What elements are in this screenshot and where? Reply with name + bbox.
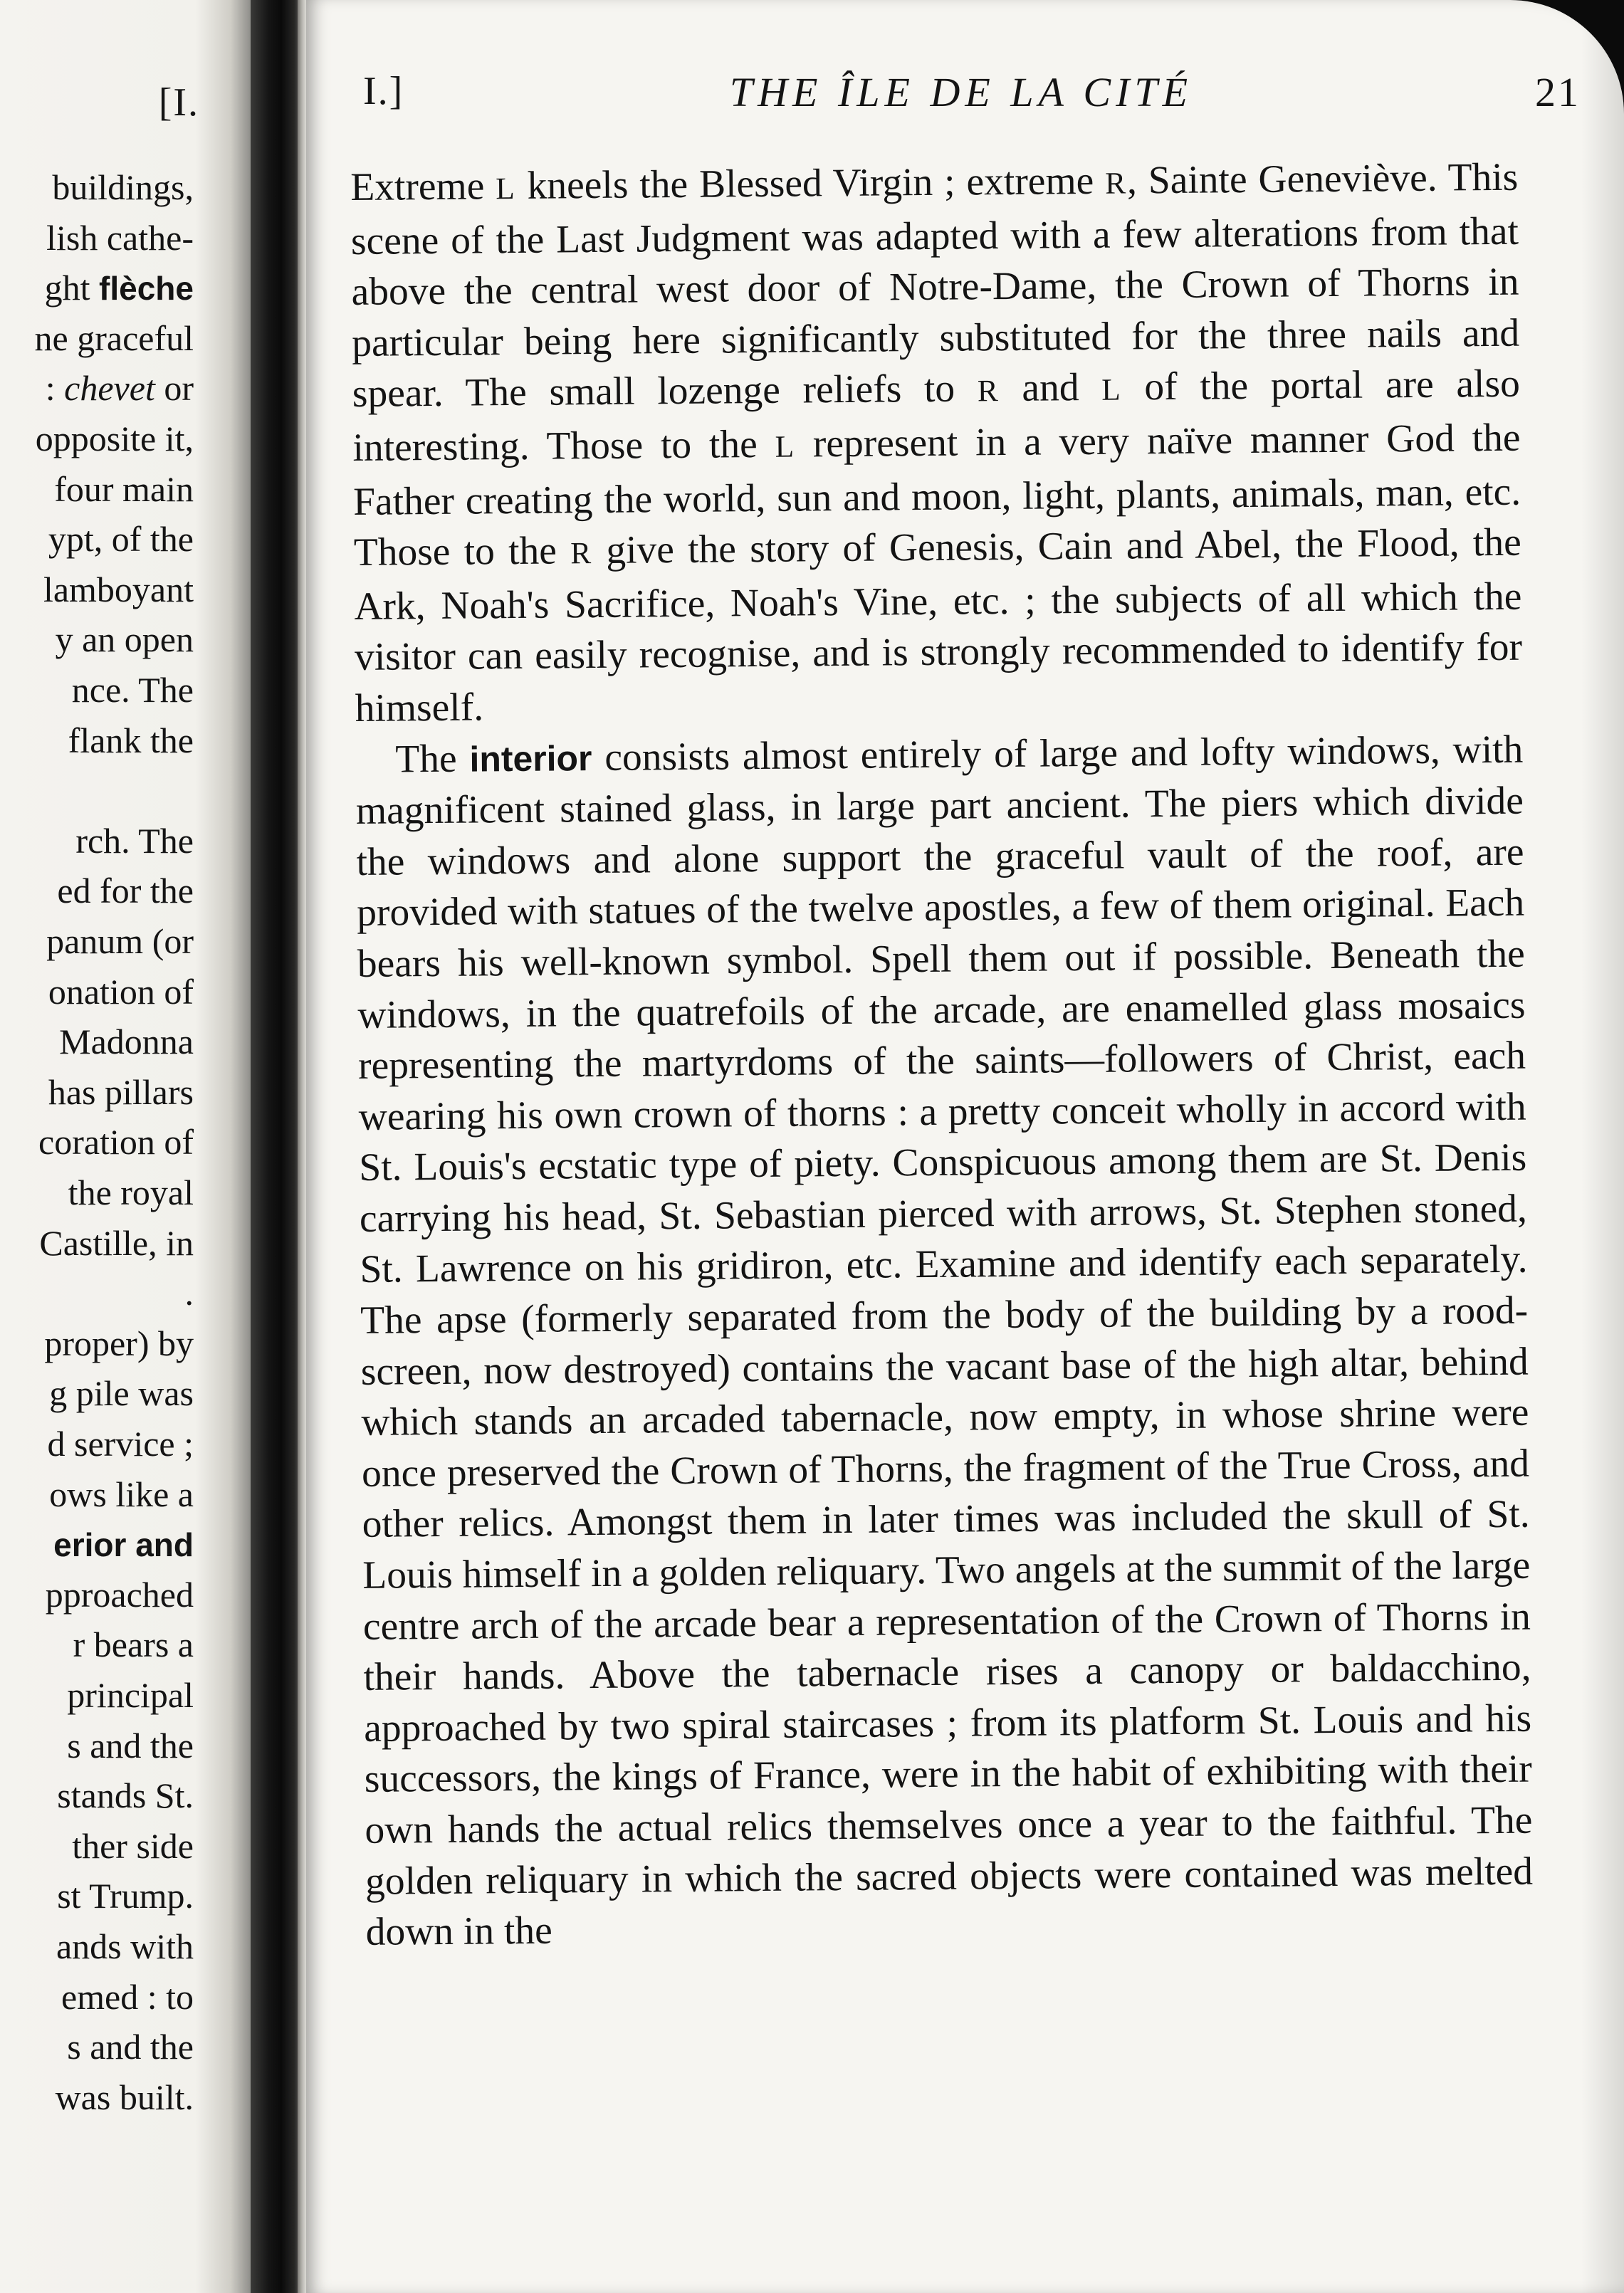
right-abbrev: R [570, 536, 593, 571]
previous-page-line: s and the [67, 2027, 194, 2067]
previous-page-line: has pillars [48, 1071, 194, 1112]
previous-page-line: d service ; [47, 1424, 194, 1464]
previous-page-line: ands with [56, 1926, 194, 1966]
previous-page-line: rch. The [75, 820, 194, 861]
previous-page-line: ows like a [49, 1474, 194, 1514]
right-abbrev: R [977, 374, 1000, 409]
previous-page-line: principal [67, 1675, 194, 1715]
previous-page-line: Castille, in [39, 1222, 194, 1263]
previous-page-line: Madonna [59, 1022, 194, 1062]
book-gutter [251, 0, 302, 2293]
previous-page-line: ed for the [57, 871, 194, 911]
page-number: 21 [1535, 69, 1581, 115]
previous-page-line: nce. The [71, 670, 194, 710]
previous-page-line: opposite it, [35, 419, 194, 458]
paragraph-last-judgment: Extreme L kneels the Blessed Virgin ; extreme R, Sainte Geneviève. This scene of the Last Judgment was adapted with a few alterations from that above the central west door of Notre-Dame, the Crown of Thorns in particular being here significantly substituted for the three nails and spear. The small lozenge reliefs to R and L of the portal are also interesting. Those to the L represent in a very naïve manner God the Father creating the world, sun and moon, light, plants, animals, man, etc. Those to the R give the story of Genesis, Cain and Abel, the Flood, the Ark, Noah's Sacrifice, Noah's Vine, etc. ; the subjects of all which the visitor can easily recognise, and is strongly recommended to identify for himself. [350, 155, 1523, 730]
previous-page-line: the royal [68, 1172, 194, 1212]
previous-page-line: erior and [53, 1526, 194, 1564]
previous-page-chapter-marker: [I. [158, 80, 199, 125]
previous-page-line: flank the [68, 720, 194, 760]
previous-page-line: ther side [72, 1825, 194, 1866]
previous-page-line: coration of [38, 1122, 194, 1163]
previous-page-line: g pile was [49, 1373, 194, 1414]
left-abbrev: L [775, 429, 796, 464]
previous-page-line: four main [54, 468, 194, 509]
previous-page-line: ne graceful [34, 318, 194, 358]
right-abbrev: R [1104, 166, 1128, 201]
previous-page-line: pproached [45, 1574, 194, 1615]
previous-page-line: lish cathe- [46, 217, 194, 258]
previous-page-line: proper) by [44, 1323, 194, 1363]
previous-page-line: . [184, 1273, 194, 1313]
previous-page-line: ght flèche [44, 268, 194, 308]
current-page [306, 0, 1624, 2293]
body-text [350, 152, 1534, 1958]
left-abbrev: L [1101, 372, 1122, 408]
previous-page-fragment [0, 0, 251, 2293]
previous-page-line: : chevet or [45, 368, 194, 409]
chapter-number: I.] [363, 69, 404, 113]
previous-page-line: ypt, of the [48, 519, 194, 560]
running-header [342, 68, 1581, 125]
previous-page-line: y an open [55, 619, 194, 660]
previous-page-line: st Trump. [57, 1876, 194, 1916]
bold-term-interior: interior [469, 738, 592, 780]
paragraph-interior: The interior consists almost entirely of large and lofty windows, with magnificent stained glass, in large part ancient. The piers which divide the windows and alone support the graceful vault of the roof, are provided with statues of the twelve apostles, a few of them original. Each bears his well-known symbol. Spell them out if possible. Beneath the windows, in the quatrefoils of the arcade, are enamelled glass mosaics representing the martyrdoms of the saints—followers of Christ, each wearing his own crown of thorns : a pretty conceit wholly in accord with St. Louis's ecstatic type of piety. Conspicuous among them are St. Denis carrying his head, St. Sebastian pierced with arrows, St. Stephen stoned, St. Lawrence on his gridiron, etc. Examine and identify each separately. The apse (formerly separated from the body of the building by a rood-screen, now destroyed) contains the vacant base of the high altar, behind which stands an arcaded tabernacle, now empty, in whose shrine were once preserved the Crown of Thorns, the fragment of the True Cross, and other relics. Amongst them in later times was included the skull of St. Louis himself in a golden reliquary. Two angels at the summit of the large centre arch of the arcade bear a representation of the Crown of Thorns in their hands. Above the tabernacle rises a canopy or baldacchino, approached by two spiral staircases ; from its platform St. Louis and his successors, the kings of France, were in the habit of exhibiting with their own hands the actual relics themselves once a year to the faithful. The golden reliquary in which the sacred objects were contained was melted down in the [355, 728, 1534, 1955]
previous-page-line: stands St. [57, 1775, 194, 1816]
previous-page-line: emed : to [61, 1976, 194, 2017]
left-abbrev: L [496, 171, 516, 206]
previous-page-line: buildings, [52, 167, 194, 207]
previous-page-line: onation of [48, 971, 194, 1012]
running-title: THE ÎLE DE LA CITÉ [729, 69, 1193, 115]
previous-page-line: r bears a [73, 1625, 194, 1665]
previous-page-line: was built. [55, 2077, 194, 2117]
previous-page-line: s and the [67, 1725, 194, 1765]
previous-page-line: lamboyant [43, 569, 194, 609]
previous-page-line: panum (or [46, 921, 194, 961]
